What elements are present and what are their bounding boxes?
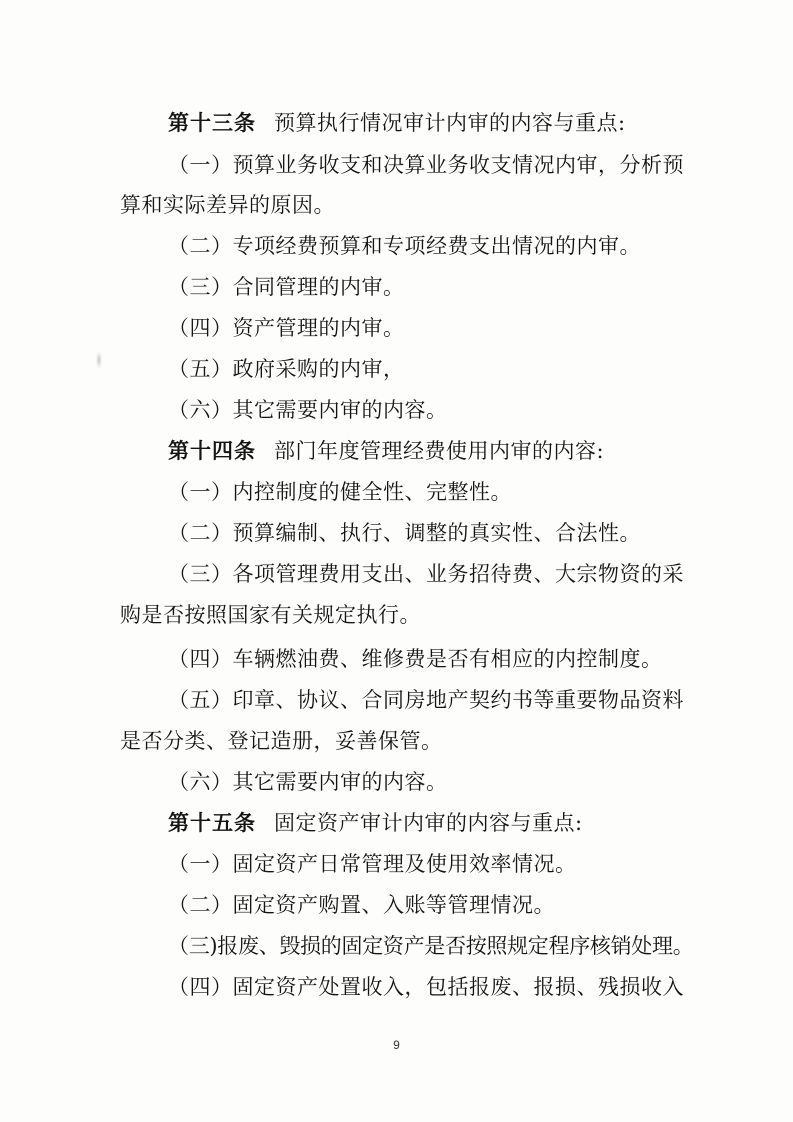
article-14-heading-line [168,436,604,466]
article-13-item-6: （六）其它需要内审的内容。 [168,398,448,422]
article-14-item-6: （六）其它需要内审的内容。 [168,770,448,794]
article-14-item-3-line-1: （三）各项管理费用支出、业务招待费、大宗物资的采 [168,562,684,586]
article-13-item-2: （二）专项经费预算和专项经费支出情况的内审。 [168,234,641,258]
article-13-number: 第十三条 [168,111,256,135]
article-13-title: 预算执行情况审计内审的内容与重点: [274,111,626,135]
article-14-item-3-line-2: 购是否按照国家有关规定执行。 [120,603,421,627]
article-13-item-4: （四）资产管理的内审。 [168,316,405,340]
article-13-item-1-line-2: 算和实际差异的原因。 [120,193,335,217]
scan-speck [96,352,102,368]
article-15-title: 固定资产审计内审的内容与重点: [274,811,583,835]
article-14-item-5-line-1: （五）印章、协议、合同房地产契约书等重要物品资料 [168,688,684,712]
article-13-item-5: （五）政府采购的内审， [168,357,405,381]
article-14-item-5-line-2: 是否分类、登记造册，妥善保管。 [120,729,443,753]
article-15-number: 第十五条 [168,811,256,835]
article-15-item-2: （二）固定资产购置、入账等管理情况。 [168,893,555,917]
article-14-item-1: （一）内控制度的健全性、完整性。 [168,480,512,504]
article-15-heading-line [168,808,583,838]
article-13-item-1-line-1: （一）预算业务收支和决算业务收支情况内审，分析预 [168,153,684,177]
page-number: 9 [393,1038,400,1052]
article-14-item-4: （四）车辆燃油费、维修费是否有相应的内控制度。 [168,647,663,671]
article-14-item-2: （二）预算编制、执行、调整的真实性、合法性。 [168,521,641,545]
article-13-item-3: （三）合同管理的内审。 [168,275,405,299]
article-15-item-1: （一）固定资产日常管理及使用效率情况。 [168,852,577,876]
article-13-heading-line [168,108,626,138]
article-15-item-4: （四）固定资产处置收入，包括报废、报损、残损收入 [168,975,684,999]
article-15-item-3: （三)报废、毁损的固定资产是否按照规定程序核销处理。 [168,934,694,958]
article-14-number: 第十四条 [168,439,256,463]
article-14-title: 部门年度管理经费使用内审的内容: [274,439,605,463]
